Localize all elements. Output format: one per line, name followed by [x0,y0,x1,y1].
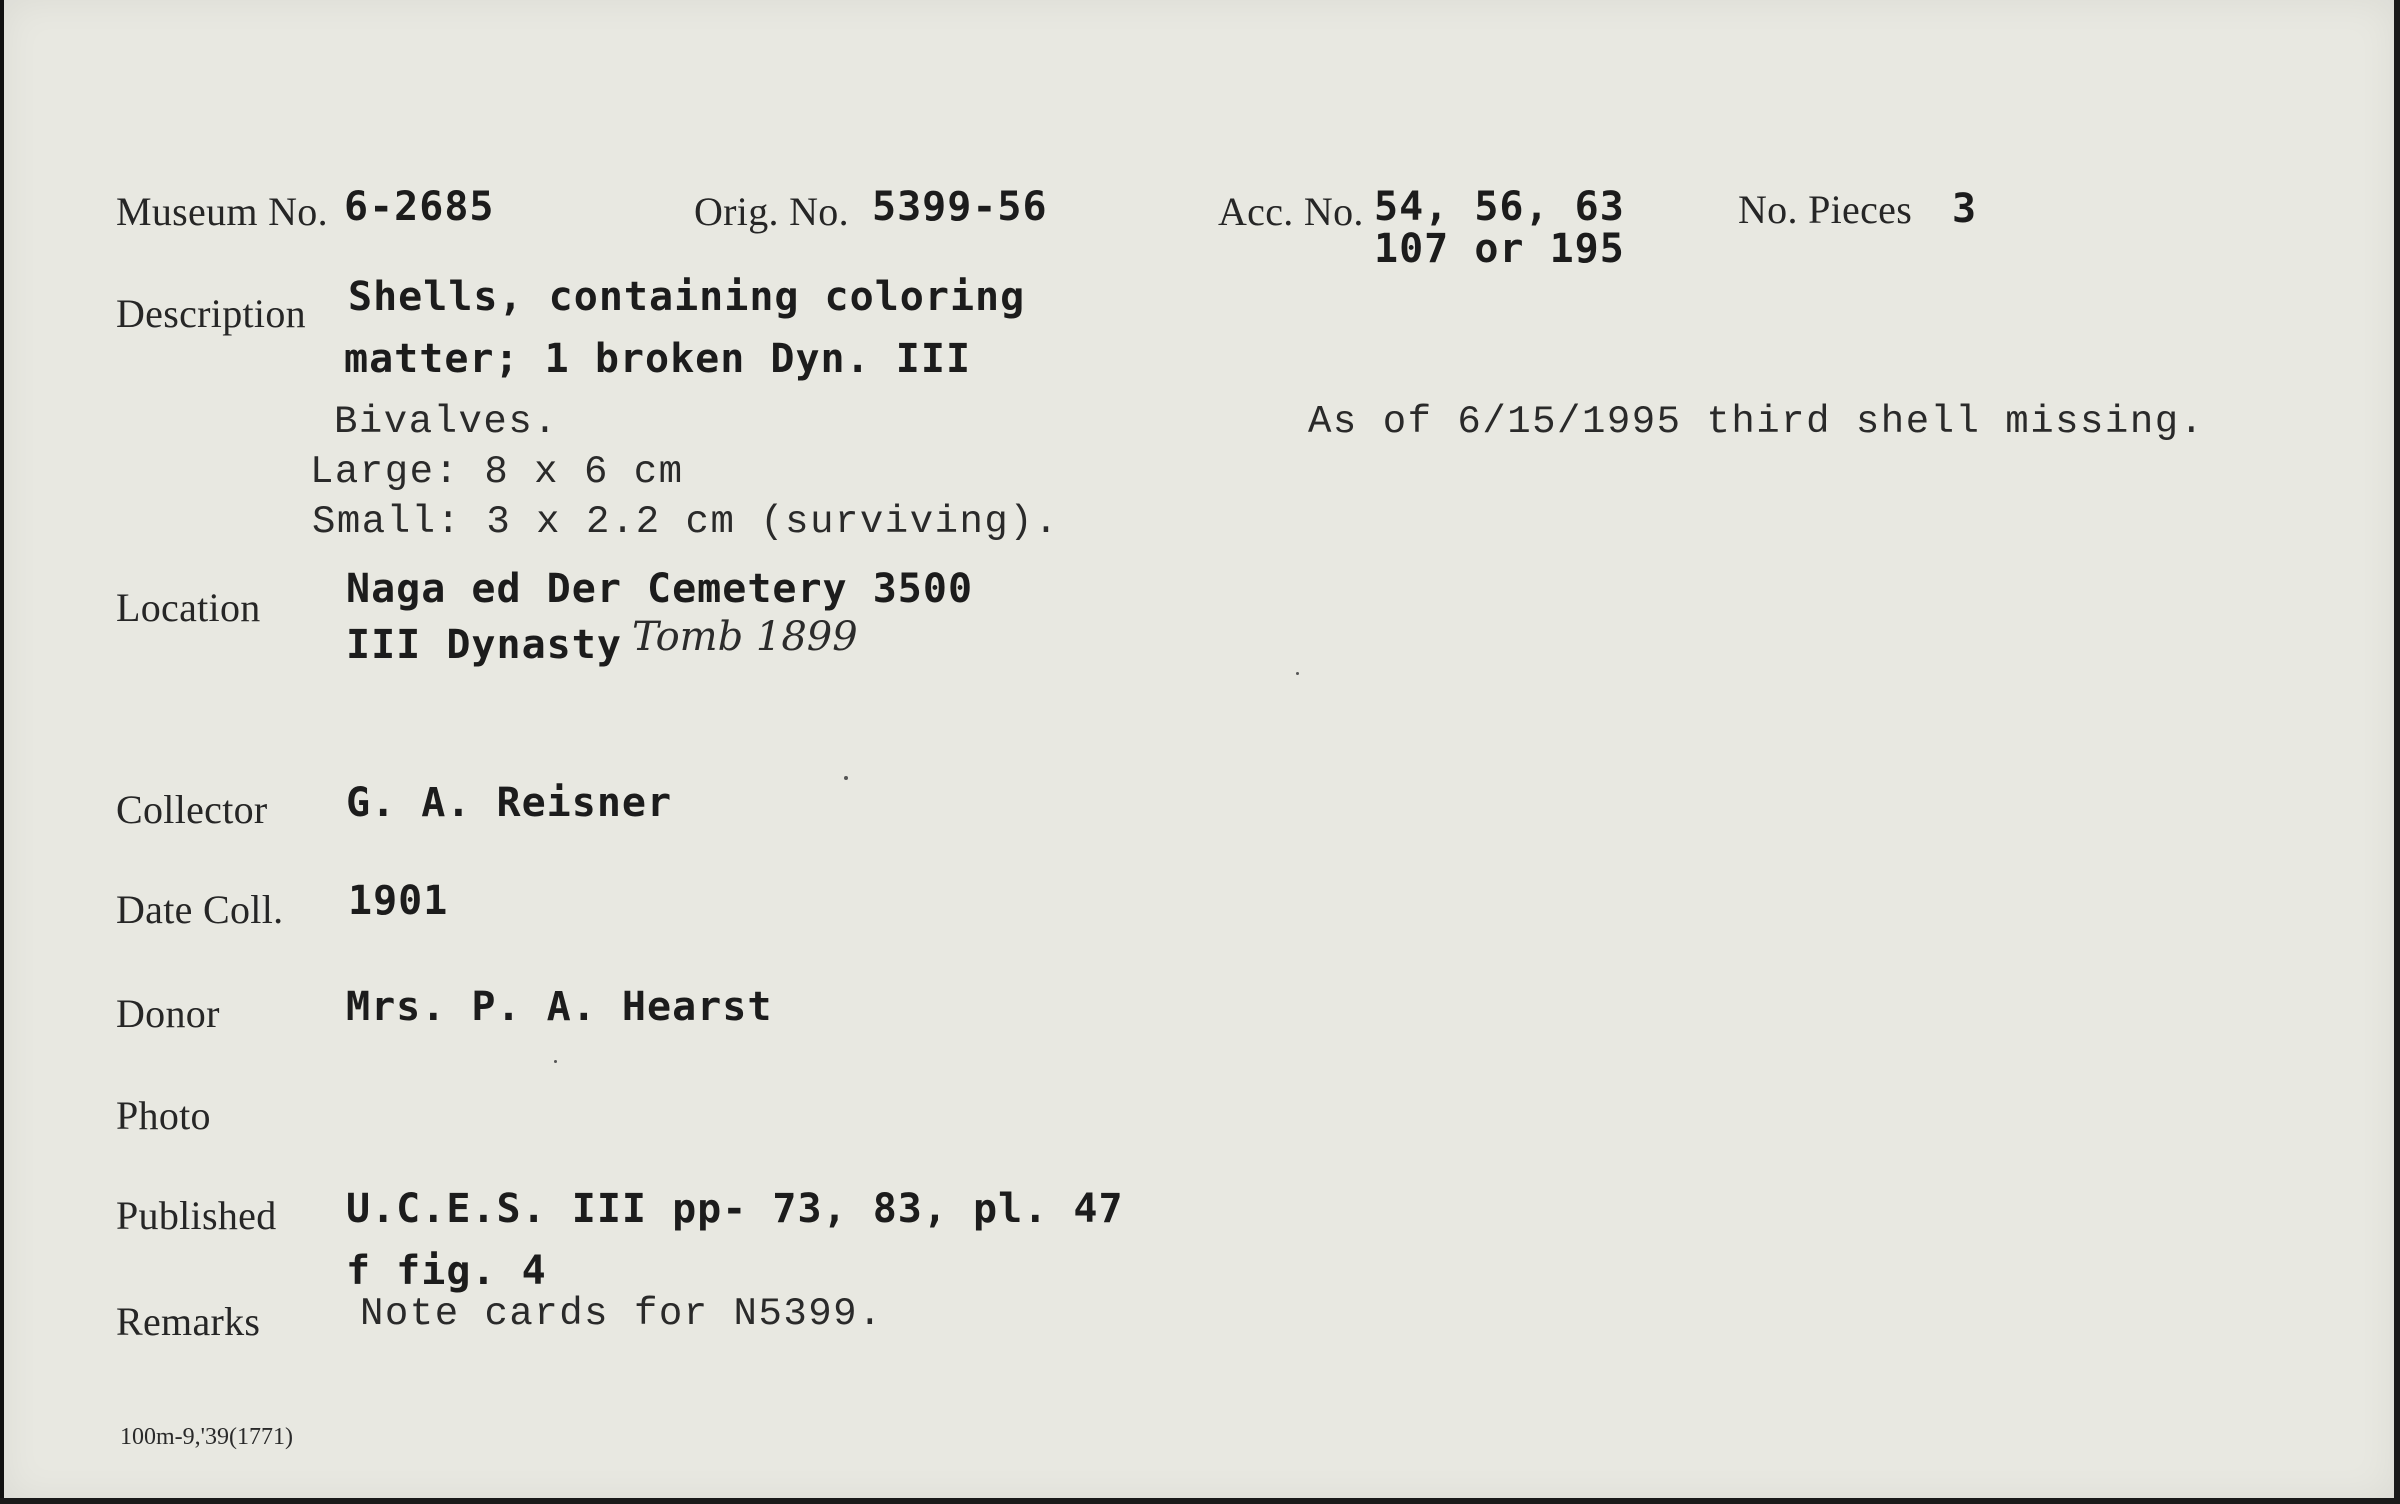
collector-label: Collector [116,787,268,832]
dust-speck [554,1060,557,1063]
location-handwritten: Tomb 1899 [632,614,858,660]
museum-no-label: Museum No. [116,189,328,234]
print-code: 100m-9,'39(1771) [120,1424,293,1450]
photo-label: Photo [116,1093,211,1138]
description-label: Description [116,291,306,336]
published-line1: U.C.E.S. III pp- 73, 83, pl. 47 [346,1186,1124,1232]
dust-speck [1296,672,1299,675]
acc-no-line1: 54, 56, 63 [1374,184,1625,230]
location-line2: III Dynasty [346,622,622,668]
donor-value: Mrs. P. A. Hearst [346,984,773,1030]
description-line2: matter; 1 broken Dyn. III [344,336,972,382]
catalog-card [4,0,2394,1500]
card-right-edge [2394,0,2400,1504]
card-bottom-edge [0,1498,2400,1504]
acc-no-label: Acc. No. [1218,189,1364,234]
collector-value: G. A. Reisner [346,780,673,826]
published-label: Published [116,1193,277,1238]
description-line3: Bivalves. [334,400,559,444]
date-coll-value: 1901 [348,878,449,924]
description-line4: Large: 8 x 6 cm [310,450,684,494]
remarks-label: Remarks [116,1299,261,1344]
missing-note: As of 6/15/1995 third shell missing. [1308,400,2205,444]
pieces-value: 3 [1952,186,1978,232]
remarks-value: Note cards for N5399. [360,1292,883,1336]
published-line2: f fig. 4 [346,1248,547,1294]
description-line1: Shells, containing coloring [348,274,1026,320]
description-line5: Small: 3 x 2.2 cm (surviving). [312,500,1060,544]
donor-label: Donor [116,991,220,1036]
pieces-label: No. Pieces [1738,187,1913,232]
acc-no-line2: 107 or 195 [1374,226,1625,272]
dust-speck [844,776,848,780]
orig-no-value: 5399-56 [872,184,1048,230]
location-line1: Naga ed Der Cemetery 3500 [346,566,974,612]
orig-no-label: Orig. No. [694,189,849,234]
location-label: Location [116,585,261,630]
date-coll-label: Date Coll. [116,887,284,932]
museum-no-value: 6-2685 [344,184,495,230]
